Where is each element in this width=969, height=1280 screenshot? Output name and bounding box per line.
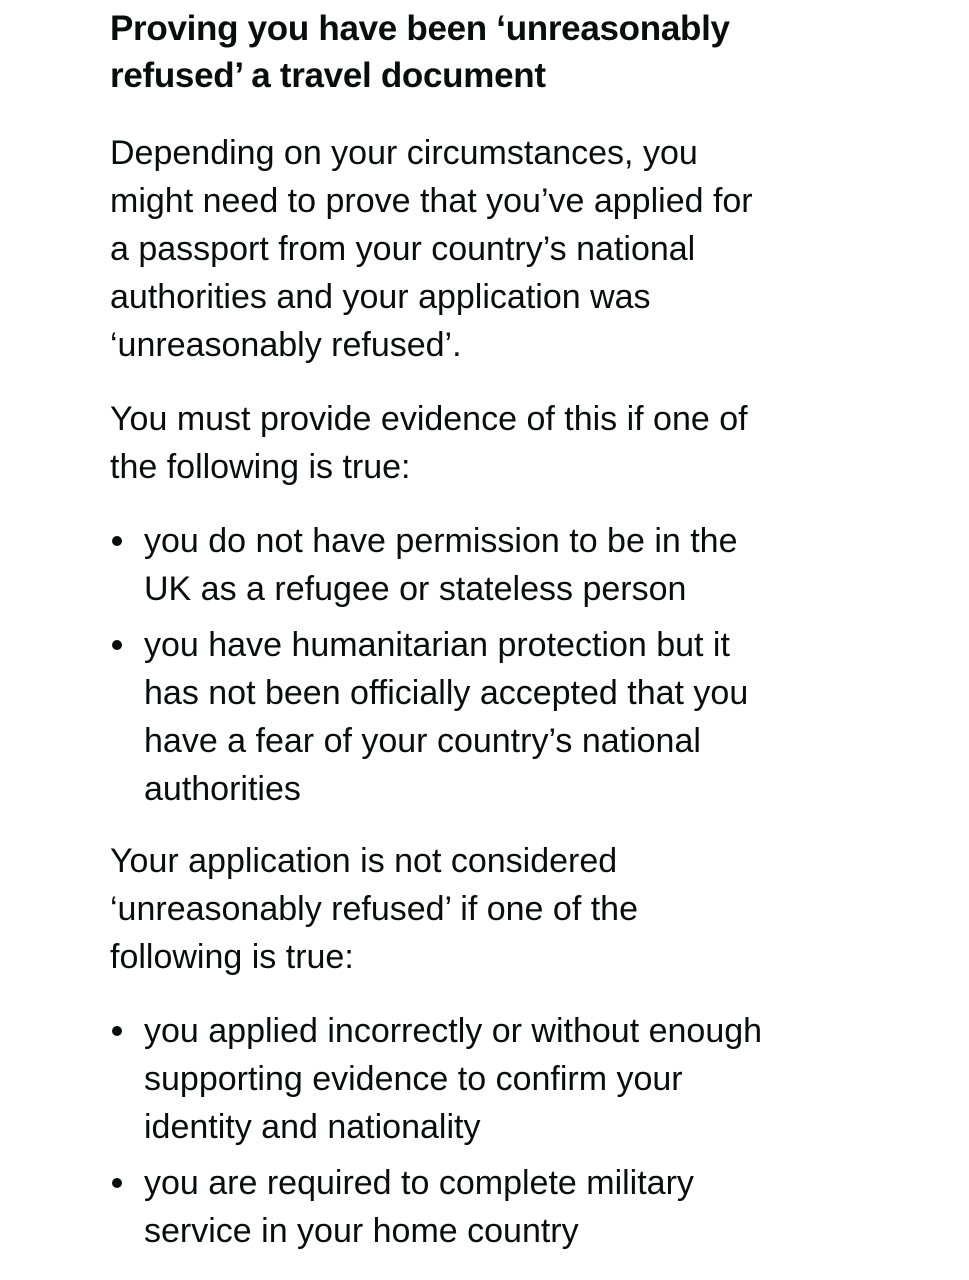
list-item-humanitarian-protection: you have humanitarian protection but it has not been officially accepted that you have a fear of your country’s national authorities [144,621,787,813]
page-heading: Proving you have been ‘unreasonably refused’ a travel document [110,9,730,95]
list-item-applied-incorrectly: you applied incorrectly or without enough supporting evidence to confirm your identity and nationality [144,1007,787,1151]
not-considered-list [110,1007,787,1255]
intro-paragraph: Depending on your circumstances, you might need to prove that you’ve applied for a passport from your country’s national authorities and your application was ‘unreasonably refused’. [110,134,753,364]
main-content [110,5,790,1255]
list-item-military-service: you are required to complete military service in your home country [144,1159,787,1255]
list-item-no-permission: you do not have permission to be in the UK as a refugee or stateless person [144,517,787,613]
evidence-required-list [110,517,787,813]
evidence-required-intro: You must provide evidence of this if one of the following is true: [110,400,748,486]
not-considered-intro: Your application is not considered ‘unreasonably refused’ if one of the following is true: [110,842,638,976]
